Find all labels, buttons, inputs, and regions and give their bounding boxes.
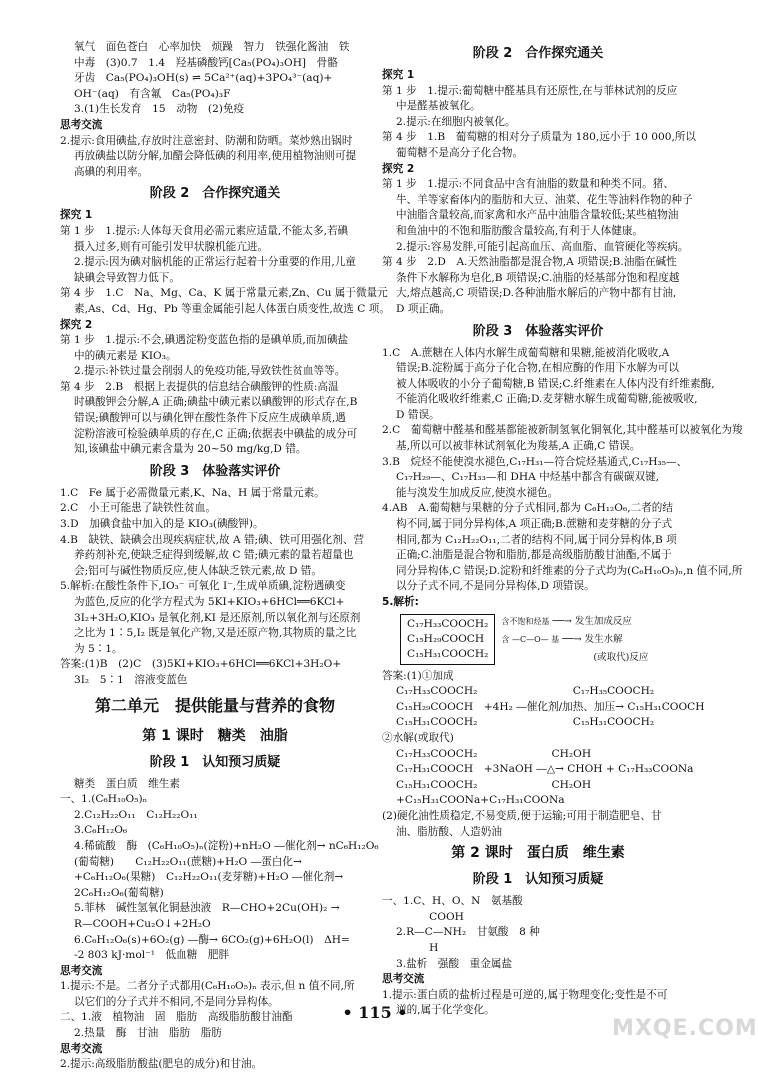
text-line: 条件下水解称为皂化,B 项错误;C.油脂的烃基部分饱和程度越 xyxy=(396,271,680,284)
text-line: 相同,都为 C₁₂H₂₂O₁₁,二者的结构不同,属于同分异构体,B 项 xyxy=(396,533,677,546)
text-line: 和鱼油中的不饱和脂肪酸含量较高,有利于人体健康。 xyxy=(396,224,644,237)
text-line: 2.C 小王可能患了缺铁性贫血。 xyxy=(60,502,216,515)
arrow-hydrolysis-cont: (或取代)反应 xyxy=(593,651,649,663)
text-line: C₁₇H₂₉—、C₁₇H₃₃—和 DHA 中烃基中都含有碳碳双键, xyxy=(396,471,660,484)
arrow-label: 含不饱和烃基 xyxy=(501,616,550,626)
text-line: C₁₅H₂₉COOCH +4H₂ ―催化剂/加热、加压→ C₁₅H₃₁COOCH xyxy=(396,700,705,713)
text-line: 1.提示:不是。二者分子式都用(C₆H₁₀O₅)ₙ 表示,但 n 值不同,所 xyxy=(60,980,355,993)
text-line: 氧气 面色苍白 心率加快 烦躁 智力 铁强化酱油 铁 xyxy=(74,41,350,53)
text-line: 能与溴发生加成反应,使溴水褪色。 xyxy=(396,486,559,499)
text-line: 3.C₆H₁₂O₆ xyxy=(74,824,128,837)
watermark-text: MXQE.COM xyxy=(612,1016,758,1041)
formula-line: C₁₅H₃₁COOCH₂ xyxy=(407,648,489,661)
text-line: 大,熔点越高,C 项错误;D.各种油脂水解后的产物中都有甘油, xyxy=(396,287,677,300)
text-line: 错误;B.淀粉属于高分子化合物,在相应酶的作用下水解为可以 xyxy=(396,362,679,375)
subheading: 5.解析: xyxy=(382,596,419,608)
text-line: 为蓝色,反应的化学方程式为 5KI+KIO₃+6HCl══6KCl+ xyxy=(74,596,345,608)
text-line: 构不同,属于同分异构体,A 项正确;B.蔗糖和麦芽糖的分子式 xyxy=(396,518,673,531)
text-line: 一、1.C、H、O、N 氨基酸 xyxy=(382,895,523,908)
text-line: 牛、羊等家畜体内的脂肪和大豆、油菜、花生等油料作物的种子 xyxy=(396,193,693,206)
text-line: 葡萄糖不是高分子化合物。 xyxy=(396,146,524,159)
subheading: 探究 2 xyxy=(382,162,415,175)
text-line: 逆的,属于化学变化。 xyxy=(396,1004,495,1017)
section-heading: 阶段 2 合作探究通关 xyxy=(472,46,604,61)
text-line: 6.C₆H₁₂O₆(s)+6O₂(g) ―酶→ 6CO₂(g)+6H₂O(l) ΔH= xyxy=(74,933,350,946)
text-line: 中毒 (3)0.7 1.4 羟基磷酸钙[Ca₅(PO₄)₃OH] 骨骼 xyxy=(74,56,338,69)
text-line: 素,As、Cd、Hg、Pb 等重金属能引起人体蛋白质变性,故选 C 项。 xyxy=(74,302,390,315)
text-line: 3.B 烷烃不能使溴水褪色,C₁₇H₃₁—符合烷烃基通式,C₁₇H₃₅—、 xyxy=(382,455,688,468)
text-line: 正确;C.油脂是混合物和脂肪,都是高级脂肪酸甘油酯,不属于 xyxy=(396,549,672,562)
section-heading: 阶段 3 体验落实评价 xyxy=(472,323,604,339)
text-line: 2.C₁₂H₂₂O₁₁ C₁₂H₂₂O₁₁ xyxy=(74,808,198,821)
subheading: 思考交流 xyxy=(60,1042,103,1055)
text-line: 第 1 步 1.提示:人体每天食用必需元素应适量,不能太多,若碘 xyxy=(60,224,349,237)
text-line: 二、1.液 植物油 固 脂肪 高级脂肪酸甘油酯 xyxy=(60,1011,293,1024)
text-line: 4.稀硫酸 酶 (C₆H₁₀O₅)ₙ(淀粉)+nH₂O ―催化剂→ nC₆H₁₂O₆ xyxy=(74,839,379,852)
section-heading: 阶段 1 认知预习质疑 xyxy=(472,872,604,888)
text-line: 3I₂+3H₂O,KIO₃ 是氧化剂,KI 是还原剂,所以氧化剂与还原剂 xyxy=(74,611,361,624)
text-line: 养药剂补充,使缺乏症得到缓解,故 C 错;碘元素的量若超量也 xyxy=(74,549,354,562)
text-line: 高碘的利用率。 xyxy=(74,165,149,178)
arrow-text: 发生水解 xyxy=(584,633,623,645)
text-line: 第 4 步 1.B 葡萄糖的相对分子质量为 180,远小于 10 000,所以 xyxy=(382,131,696,144)
subheading: 思考交流 xyxy=(382,973,425,986)
text-line: 5.菲林 碱性氢氧化铜悬浊液 R—CHO+2Cu(OH)₂ → xyxy=(74,902,340,915)
text-line: 时碘酸钾会分解,A 正确;碘盐中碘元素以碘酸钾的形式存在,B xyxy=(74,396,358,409)
text-line: 答案:(1)①加成 xyxy=(382,669,454,682)
text-line: 第 4 步 2.D A.天然油脂都是混合物,A 项错误;B.油脂在碱性 xyxy=(382,256,677,269)
text-line: 会;铝可与碱性物质反应,使人体缺乏铁元素,故 D 错。 xyxy=(74,564,322,577)
section-heading: 阶段 2 合作探究通关 xyxy=(149,186,281,202)
text-line: ②水解(或取代) xyxy=(382,731,454,744)
text-line: 第 1 步 1.提示:不会,碘遇淀粉变蓝色指的是碘单质,而加碘盐 xyxy=(60,334,349,347)
text-line: 一、1.(C₆H₁₀O₅)ₙ xyxy=(60,793,148,806)
page-number: • 115 • xyxy=(342,1003,408,1022)
text-line: 2.提示:高级脂肪酸盐(肥皂的成分)和甘油。 xyxy=(60,1058,263,1071)
text-line: 答案:(1)B (2)C (3)5KI+KIO₃+6HCl══6KCl+3H₂O+ xyxy=(60,658,342,671)
text-line: 2.提示:因为碘对脑机能的正常运行起着十分重要的作用,儿童 xyxy=(74,256,356,269)
text-line: 2.提示:在细胞内被氧化。 xyxy=(396,115,516,128)
text-line: C₁₇H₃₃COOCH₂ C₁₇H₃₅COOCH₂ xyxy=(396,685,655,698)
text-line: 牙齿 Ca₅(PO₄)₃OH(s) ⇌ 5Ca²⁺(aq)+3PO₄³⁻(aq)+ xyxy=(74,72,333,85)
subheading: 探究 2 xyxy=(60,318,93,331)
text-line: COOH xyxy=(408,910,464,923)
text-line: (2)硬化油性质稳定,不易变质,便于运输;可用于制造肥皂、甘 xyxy=(382,809,662,822)
text-line: +C₆H₁₂O₆(果糖) C₁₂H₂₂O₁₁(麦芽糖)+H₂O ―催化剂→ xyxy=(74,871,344,884)
text-line: 2.提示:食用碘盐,存放时注意密封、防潮和防晒。菜炒熟出锅时 xyxy=(60,134,353,147)
text-line: 不能消化吸收纤维素,C 正确;D.麦芽糖水解生成葡萄糖,能被吸收, xyxy=(396,393,698,406)
text-line: 2C₆H₁₂O₆(葡萄糖) xyxy=(74,886,164,899)
text-line: (葡萄糖) C₁₂H₂₂O₁₁(蔗糖)+H₂O ―蛋白化→ xyxy=(74,855,302,868)
text-line: 第 1 步 1.提示:葡萄糖中醛基具有还原性,在与菲林试剂的反应 xyxy=(382,84,678,97)
subheading: 思考交流 xyxy=(60,964,103,977)
text-line: 中油脂含量较高,而家禽和水产品中油脂含量较低;某些植物油 xyxy=(396,209,679,222)
text-line: 糖类 蛋白质 维生素 xyxy=(74,777,180,790)
arrow-hydrolysis: 含 —C—O— 基 ──→ 发生水解 xyxy=(501,633,623,645)
text-line: C₁₇H₃₃COOCH₂ CH₂OH xyxy=(396,747,592,760)
triglyceride-formula-box xyxy=(400,614,495,665)
text-line: 2.R—C—NH₂ 甘氨酸 8 种 xyxy=(396,926,540,939)
section-heading: 阶段 3 体验落实评价 xyxy=(149,463,281,479)
arrow-addition: 含不饱和烃基 ──→ 发生加成反应 xyxy=(501,615,632,627)
subheading: 探究 1 xyxy=(60,209,93,222)
text-line: 4.AB A.葡萄糖与果糖的分子式相同,都为 C₆H₁₂O₆,二者的结 xyxy=(382,502,673,515)
text-line: 摄入过多,则有可能引发甲状腺机能亢进。 xyxy=(74,240,269,253)
reaction-arrows xyxy=(501,613,648,667)
section-heading: 阶段 1 认知预习质疑 xyxy=(149,754,281,770)
right-column-part-b xyxy=(382,669,705,1019)
text-line: 3.盐析 强酸 重金属盐 xyxy=(396,957,513,970)
subheading: 思考交流 xyxy=(60,118,103,131)
text-line: H xyxy=(408,941,439,954)
text-line: 第 1 步 1.提示:不同食品中含有油脂的数量和种类不同。猪、 xyxy=(382,178,674,191)
lesson-heading: 第 2 课时 蛋白质 维生素 xyxy=(451,845,625,862)
text-line: D 错误。 xyxy=(396,408,440,421)
text-line: OH⁻(aq) 有含氟 Ca₅(PO₄)₃F xyxy=(74,87,231,100)
text-line: 1.C Fe 属于必需微量元素,K、Na、H 属于常量元素。 xyxy=(60,486,325,499)
lesson-heading: 第 1 课时 糖类 油脂 xyxy=(142,727,288,744)
text-line: 再放碘盐以防分解,加醋会降低碘的利用率,使用植物油则可提 xyxy=(74,150,357,163)
text-line: 基,所以可以被菲林试剂氧化为羧基,A 正确,C 错误。 xyxy=(396,440,641,453)
text-line: 2.提示:容易发胖,可能引起高血压、高血脂、血管硬化等疾病。 xyxy=(396,240,689,253)
unit-heading: 第二单元 提供能量与营养的食物 xyxy=(94,695,335,715)
text-line: C₁₅H₃₁COOCH₂ CH₂OH xyxy=(396,778,592,791)
text-line: 3.(1)生长发育 15 动物 (2)免疫 xyxy=(74,103,245,116)
text-line: 3I₂ 5∶1 溶液变蓝色 xyxy=(74,673,188,686)
text-line: 中的碘元素是 KIO₃。 xyxy=(74,349,177,362)
arrow-label: 含 —C—O— 基 xyxy=(501,634,560,644)
text-line: 之比为 1∶5,I₂ 既是氧化产物,又是还原产物,其物质的量之比 xyxy=(74,627,357,640)
text-line: 第 4 步 2.B 根据上表提供的信息结合碘酸钾的性质:高温 xyxy=(60,380,339,393)
text-line: 第 4 步 1.C Na、Mg、Ca、K 属于常量元素,Zn、Cu 属于微量元 xyxy=(60,287,388,300)
text-line: 淀粉溶液可检验碘单质的存在,C 正确;依据表中碘盐的成分可 xyxy=(74,427,358,440)
text-line: 中是醛基被氧化。 xyxy=(396,100,481,113)
right-column-part-a xyxy=(382,42,743,611)
text-line: D 项正确。 xyxy=(396,302,451,315)
text-line: 以分子式不同,不是同分异构体,D 项错误。 xyxy=(396,580,595,593)
text-line: 2.C 葡萄糖中醛基和醛基都能被新制氢氧化铜氧化,其中醛基可以被氧化为羧 xyxy=(382,424,743,437)
text-line: 以它们的分子式并不相同,不是同分异构体。 xyxy=(74,995,279,1008)
text-line: 4.B 缺铁、缺碘会出现疾病症状,故 A 错;碘、铁可用强化剂、营 xyxy=(60,533,365,546)
subheading: 探究 1 xyxy=(382,69,415,81)
text-line: R—COOH+Cu₂O↓+2H₂O xyxy=(74,917,211,930)
text-line: 2.提示:补铁过量会削弱人的免疫功能,导致铁性贫血等等。 xyxy=(74,365,346,378)
right-column xyxy=(382,40,743,1019)
text-line: 被人体吸收的小分子葡萄糖,B 错误;C.纤维素在人体内没有纤维素酶, xyxy=(396,377,715,390)
text-line: +C₁₅H₃₁COONa+C₁₇H₃₁COONa xyxy=(396,794,565,807)
text-line: 错误;碘酸钾可以与碘化钾在酸性条件下反应生成碘单质,遇 xyxy=(74,412,346,425)
text-line: 3.D 加碘食盐中加入的是 KIO₃(碘酸钾)。 xyxy=(60,518,264,531)
text-line: 油、脂肪酸、人造奶油 xyxy=(396,825,502,838)
text-line: -2 803 kJ·mol⁻¹ 低血糖 肥胖 xyxy=(74,949,230,962)
text-line: 2.热量 酶 甘油 脂肪 脂肪 xyxy=(74,1027,222,1040)
formula-line: C₁₇H₃₃COOCH₂ xyxy=(407,618,489,631)
text-line: 1.提示:蛋白质的盐析过程是可逆的,属于物理变化;变性是不可 xyxy=(382,988,668,1001)
text-line: 缺碘会导致智力低下。 xyxy=(74,271,180,284)
formula-line: C₁₅H₂₉COOCH xyxy=(407,633,485,646)
arrow-text: 发生加成反应 xyxy=(574,615,632,627)
text-line: 1.C A.蔗糖在人体内水解生成葡萄糖和果糖,能被消化吸收,A xyxy=(382,346,670,359)
text-line: 同分异构体,C 错误;D.淀粉和纤维素的分子式均为(C₆H₁₀O₅)ₙ,n 值不同,所 xyxy=(396,564,743,577)
watermark-logo xyxy=(606,977,758,1041)
text-line: 为 5∶1。 xyxy=(74,642,123,655)
reaction-diagram xyxy=(400,613,694,667)
text-line: C₁₅H₃₁COOCH₂ C₁₅H₃₁COOCH₂ xyxy=(396,716,655,729)
text-line: 知,该碘盐中碘元素含量为 20~50 mg/kg,D 错。 xyxy=(74,443,307,456)
text-line: 5.解析:在酸性条件下,IO₃⁻ 可氧化 I⁻,生成单质碘,淀粉遇碘变 xyxy=(60,580,346,593)
text-line: C₁₇H₃₁COOCH +3NaOH ―△→ CHOH + C₁₇H₃₃COONa xyxy=(396,763,694,776)
